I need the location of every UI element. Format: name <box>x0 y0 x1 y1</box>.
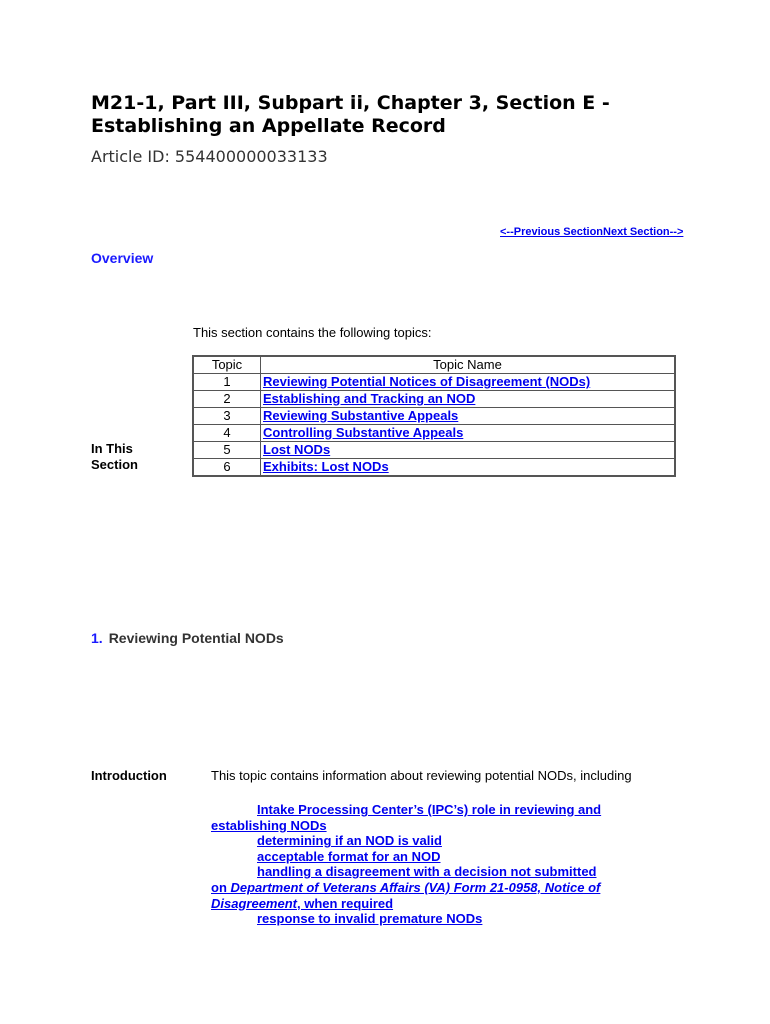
bullet-handling-tail: , when required <box>296 895 394 911</box>
previous-section-link[interactable]: <--Previous Section <box>500 226 604 238</box>
next-section-link[interactable]: Next Section--> <box>603 226 684 238</box>
topic-name-cell <box>261 425 676 442</box>
topic-number: 1 <box>193 374 261 391</box>
section-navigation <box>500 226 683 238</box>
overview-heading: Overview <box>91 250 154 266</box>
introduction-text: This topic contains information about reviewing potential NODs, including <box>211 768 632 783</box>
table-header-row <box>193 356 675 374</box>
topic-name-cell <box>261 408 676 425</box>
topics-table <box>192 355 676 477</box>
bullet-ipc-role-line2: establishing NODs <box>211 817 327 833</box>
side-label-line2: Section <box>91 457 138 472</box>
topic-number: 2 <box>193 391 261 408</box>
bullet-link-acceptable-format[interactable]: acceptable format for an NOD <box>257 848 441 864</box>
topic-link[interactable]: Controlling Substantive Appeals <box>263 425 464 440</box>
column-header-topic-name: Topic Name <box>261 356 676 374</box>
topic-bullet-list <box>211 802 631 927</box>
bullet-handling-line2 <box>211 880 631 911</box>
topic-link[interactable]: Reviewing Substantive Appeals <box>263 408 459 423</box>
column-header-topic: Topic <box>193 356 261 374</box>
topic-link[interactable]: Reviewing Potential Notices of Disagreement (NODs) <box>263 374 591 389</box>
bullet-link-ipc-role[interactable] <box>211 802 631 833</box>
introduction-label: Introduction <box>91 768 167 783</box>
bullet-link-nod-valid[interactable]: determining if an NOD is valid <box>257 833 442 849</box>
topic-link[interactable]: Exhibits: Lost NODs <box>263 459 389 474</box>
topic-number: 5 <box>193 442 261 459</box>
topic-number: 6 <box>193 459 261 477</box>
topic-name-cell <box>261 391 676 408</box>
topic-number: 3 <box>193 408 261 425</box>
topic-name-cell <box>261 459 676 477</box>
topic-link[interactable]: Establishing and Tracking an NOD <box>263 391 476 406</box>
topic-number: 4 <box>193 425 261 442</box>
table-row <box>193 408 675 425</box>
topic-link[interactable]: Lost NODs <box>263 442 331 457</box>
topic-name-cell <box>261 374 676 391</box>
bullet-ipc-role-line1: Intake Processing Center’s (IPC’s) role in reviewing and <box>257 802 602 817</box>
table-row <box>193 391 675 408</box>
table-row <box>193 442 675 459</box>
side-label-line1: In This <box>91 441 133 456</box>
table-row <box>193 425 675 442</box>
topic-1-number: 1. <box>91 630 103 646</box>
topics-intro-text: This section contains the following topics: <box>193 325 432 340</box>
table-row <box>193 374 675 391</box>
bullet-link-handling-disagreement[interactable] <box>211 864 631 911</box>
topic-name-cell <box>261 442 676 459</box>
bullet-handling-on: on <box>211 879 231 895</box>
topic-1-heading <box>91 630 284 646</box>
in-this-section-label <box>91 441 138 473</box>
table-row <box>193 459 675 477</box>
bullet-handling-form-name: Department of Veterans Affairs (VA) Form 21-0958, Notice of Disagreement <box>211 879 601 911</box>
bullet-handling-line1: handling a disagreement with a decision not submitted <box>257 864 597 880</box>
bullet-link-premature-nods[interactable]: response to invalid premature NODs <box>257 911 483 927</box>
page-title: M21-1, Part III, Subpart ii, Chapter 3, Section E - Establishing an Appellate Record <box>91 92 610 137</box>
topic-1-title: Reviewing Potential NODs <box>108 630 284 646</box>
article-id: Article ID: 554400000033133 <box>91 147 328 166</box>
